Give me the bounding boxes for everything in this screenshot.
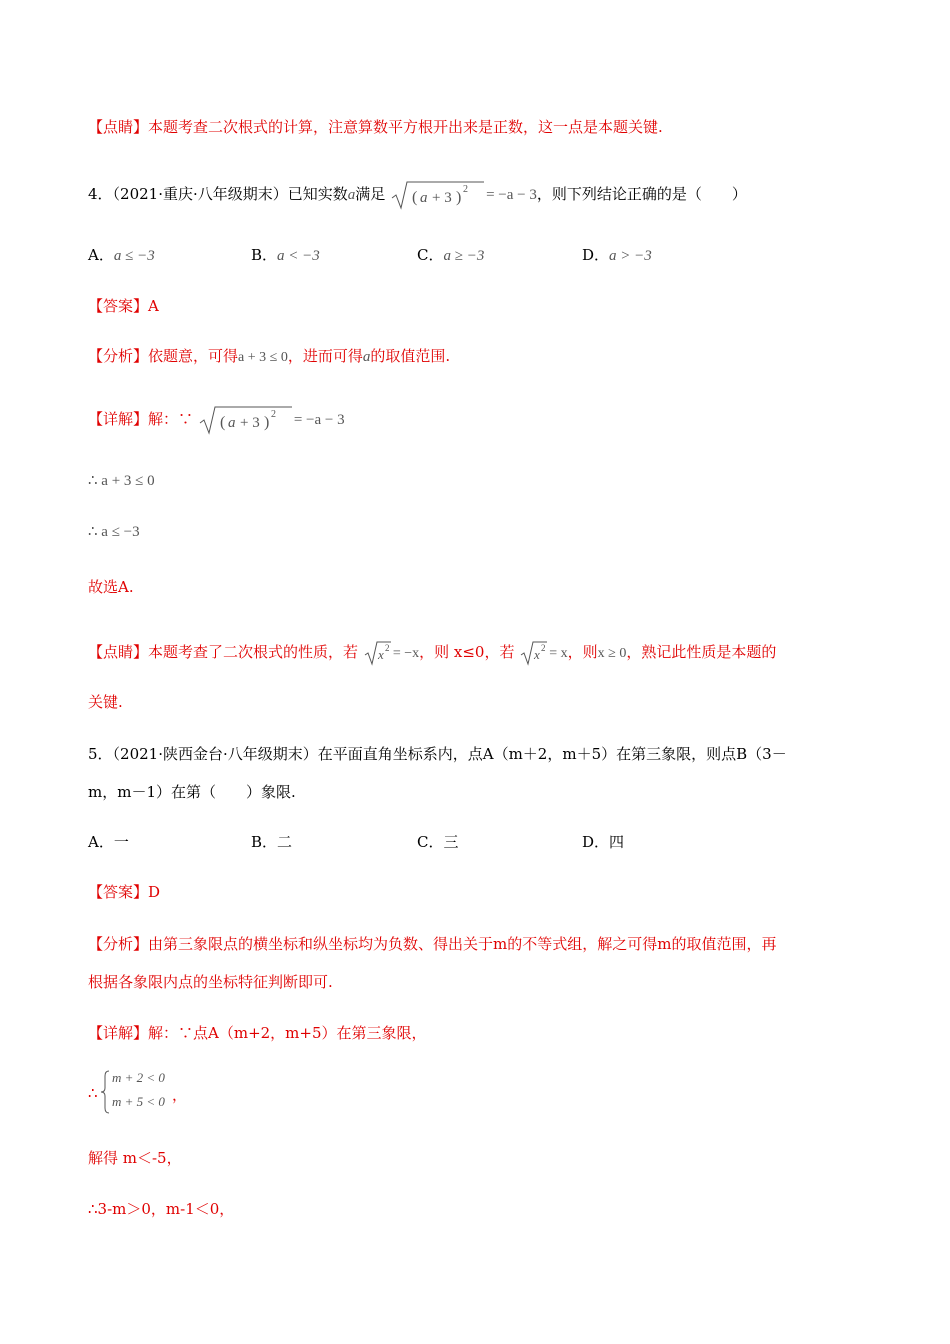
inequality-system: ∴ m + 2 < 0 m + 5 < 0 ， xyxy=(88,1068,208,1116)
svg-text:+ 3: + 3 xyxy=(432,190,452,206)
q4-variable: a xyxy=(347,187,356,203)
system-eq2: m + 5 < 0 xyxy=(112,1094,165,1109)
q4-option-b: B．a < −3 xyxy=(251,246,320,264)
svg-text:2: 2 xyxy=(463,184,469,195)
sqrt-expression xyxy=(198,405,294,435)
q5-analysis-line2: 根据各象限内点的坐标特征判断即可. xyxy=(88,973,333,991)
q5-step2: ∴3-m＞0，m-1＜0， xyxy=(88,1200,235,1218)
answer-value: D xyxy=(148,883,161,901)
svg-text:+ 3: + 3 xyxy=(239,415,260,431)
remark-line xyxy=(88,117,663,137)
system-eq1: m + 2 < 0 xyxy=(112,1070,165,1085)
q5-stem-line2: m，m－1）在第（ ）象限. xyxy=(88,783,296,801)
svg-text:2: 2 xyxy=(384,643,390,653)
therefore-symbol: ∴ xyxy=(88,1084,98,1102)
sqrt-expression xyxy=(390,180,486,210)
q5-detail: 【详解】解：∵点A（m+2，m+5）在第三象限， xyxy=(88,1024,427,1042)
svg-text:x: x xyxy=(534,647,541,662)
q5-answer xyxy=(88,882,160,902)
q4-stem xyxy=(88,180,747,210)
analysis-tag: 【分析】 xyxy=(88,347,149,365)
q5-option-a: A．一 xyxy=(88,833,129,851)
q5-step1: 解得 m＜-5， xyxy=(88,1149,182,1167)
answer-tag: 【答案】 xyxy=(88,883,149,901)
q4-stem-part: ，则下列结论正确的是（ ） xyxy=(536,185,747,203)
detail-tag: 【详解】 xyxy=(88,1024,149,1042)
q4-step2: ∴ a ≤ −3 xyxy=(88,524,140,540)
q4-option-c: C．a ≥ −3 xyxy=(417,246,485,264)
answer-tag: 【答案】 xyxy=(88,297,149,315)
q4-stem-part: 满足 xyxy=(355,185,386,203)
brace-icon xyxy=(100,1070,110,1114)
remark-text: 本题考查二次根式的计算，注意算数平方根开出来是正数，这一点是本题关键. xyxy=(148,118,663,136)
q5-analysis-line1: 【分析】由第三象限点的横坐标和纵坐标均为负数、得出关于m的不等式组，解之可得m的取值范围，再 xyxy=(88,935,777,953)
q4-conclusion: 故选A. xyxy=(88,578,134,596)
svg-text:): ) xyxy=(263,414,270,431)
q4-detail: 【详解】解：∵ ( a + 3 ) 2 = −a − 3 xyxy=(88,405,345,435)
q5-option-c: C．三 xyxy=(417,833,459,851)
remark-tag: 【点睛】 xyxy=(88,643,149,661)
q4-answer xyxy=(88,296,159,316)
svg-text:(: ( xyxy=(219,414,226,431)
q4-step1: ∴ a + 3 ≤ 0 xyxy=(88,473,155,489)
svg-text:2: 2 xyxy=(541,643,546,653)
q4-stem-part: 4．（2021·重庆·八年级期末）已知实数 xyxy=(88,185,348,203)
sqrt-x2 xyxy=(519,640,549,666)
q5-option-d: D．四 xyxy=(582,833,625,851)
q4-remark-cont: 关键. xyxy=(88,693,123,711)
answer-value: A xyxy=(148,297,159,315)
sqrt-x2 xyxy=(363,640,393,666)
q4-eq-rhs: = −a − 3 xyxy=(486,187,537,203)
svg-text:x: x xyxy=(377,647,384,662)
svg-text:2: 2 xyxy=(270,409,276,420)
svg-text:): ) xyxy=(456,189,462,206)
detail-tag: 【详解】 xyxy=(88,410,149,428)
svg-text:a: a xyxy=(420,190,428,206)
q4-option-a: A．a ≤ −3 xyxy=(88,246,155,264)
q4-option-d: D．a > −3 xyxy=(582,246,652,264)
q4-analysis: 【分析】依题意，可得a + 3 ≤ 0，进而可得a的取值范围. xyxy=(88,347,451,365)
q5-option-b: B．二 xyxy=(251,833,293,851)
svg-text:a: a xyxy=(227,415,236,431)
q4-remark: 【点睛】本题考查了二次根式的性质，若 x 2 = −x，则 x≤0，若 x 2 = x，则x ≥ 0，熟记此性质是本题的 xyxy=(88,640,776,666)
q5-stem-line1: 5．（2021·陕西金台·八年级期末）在平面直角坐标系内，点A（m＋2，m＋5）在第三象限，则点B（3－ xyxy=(88,745,787,763)
remark-tag: 【点睛】 xyxy=(88,118,149,136)
svg-text:(: ( xyxy=(412,189,418,206)
analysis-tag: 【分析】 xyxy=(88,935,149,953)
